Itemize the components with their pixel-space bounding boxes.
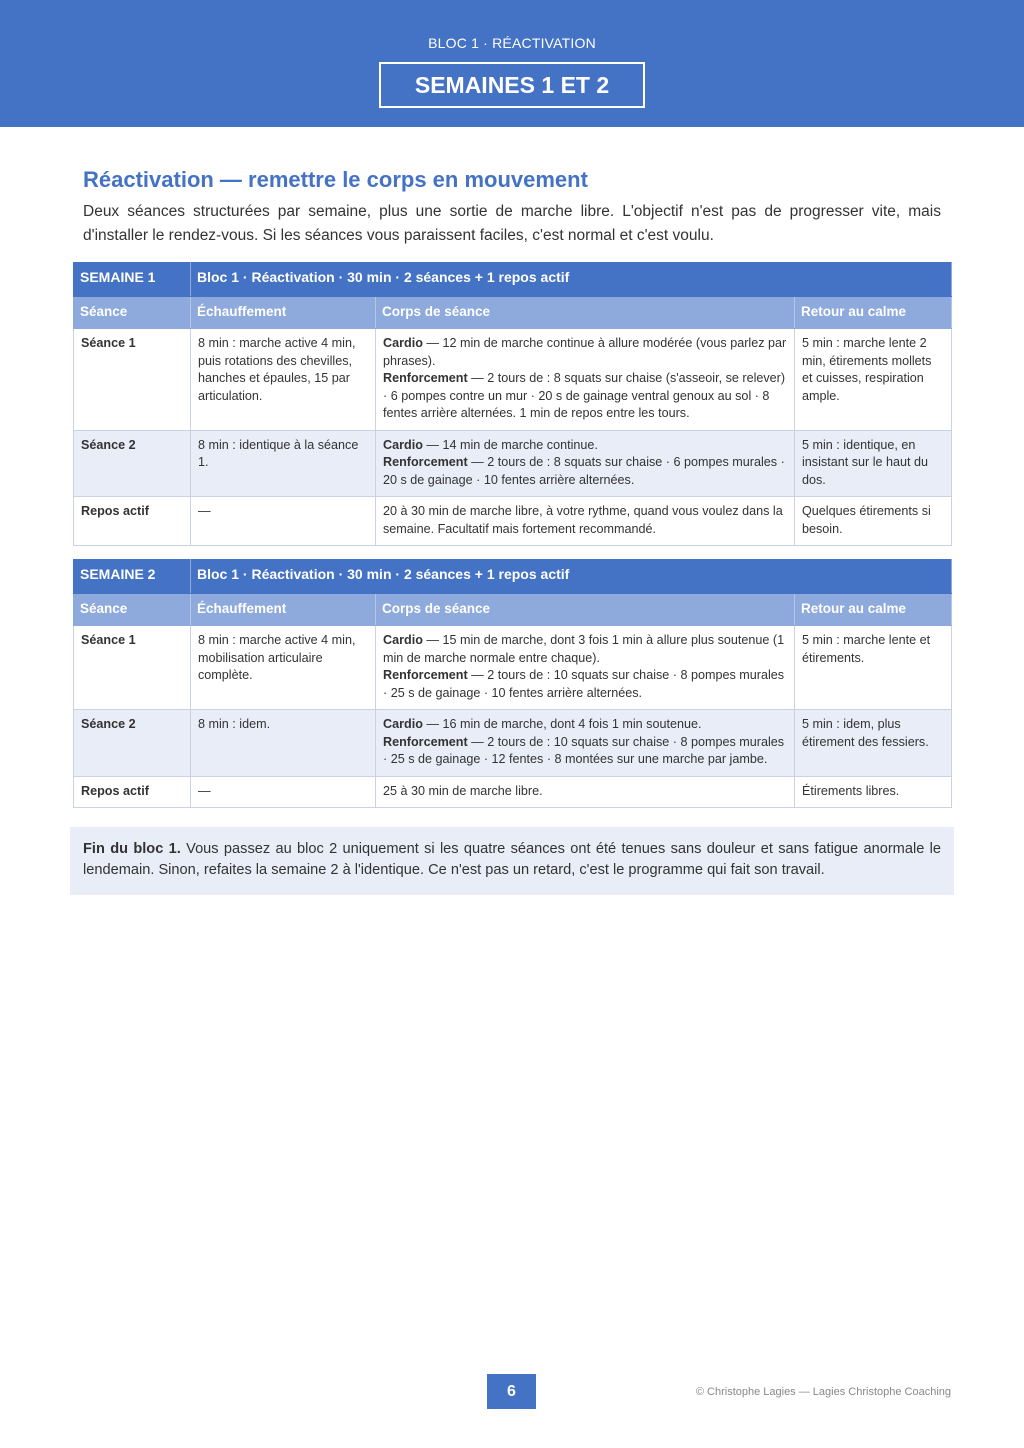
seance-name: Séance 2 <box>74 710 191 777</box>
col-seance: Séance <box>74 297 191 329</box>
renfo-label: Renforcement <box>383 371 468 385</box>
warmup-cell: 8 min : identique à la séance 1. <box>191 430 376 497</box>
warmup-cell: 8 min : marche active 4 min, mobilisation articulaire complète. <box>191 626 376 710</box>
week-1-table <box>73 262 952 546</box>
warmup-cell: 8 min : idem. <box>191 710 376 777</box>
cooldown-cell: 5 min : marche lente et étirements. <box>795 626 952 710</box>
body-cell <box>376 710 795 777</box>
table-row <box>74 776 952 808</box>
renfo-text: — 2 tours de : 8 squats sur chaise (s'asseoir, se relever) · 6 pompes contre un mur · 20 s de gainage ventral genoux au sol · 8 fentes arrière alternées. 1 min de repos entre les tours. <box>383 371 786 420</box>
seance-name: Séance 2 <box>74 430 191 497</box>
seance-name: Repos actif <box>74 497 191 546</box>
renfo-label: Renforcement <box>383 668 468 682</box>
table-row <box>74 710 952 777</box>
body-cell: 25 à 30 min de marche libre. <box>376 776 795 808</box>
cardio-label: Cardio <box>383 437 423 452</box>
col-echauffement: Échauffement <box>191 297 376 329</box>
table-row <box>74 430 952 497</box>
col-corps: Corps de séance <box>376 297 795 329</box>
body-cell <box>376 430 795 497</box>
column-header-row <box>74 297 952 329</box>
body-cell <box>376 626 795 710</box>
table-row <box>74 329 952 431</box>
warmup-cell: — <box>191 776 376 808</box>
cooldown-cell: Étirements libres. <box>795 776 952 808</box>
week-label: SEMAINE 1 <box>74 263 191 297</box>
note-label: Fin du bloc 1. <box>83 841 181 857</box>
warmup-cell: 8 min : marche active 4 min, puis rotations des chevilles, hanches et épaules, 15 par articulation. <box>191 329 376 431</box>
col-retour: Retour au calme <box>795 297 952 329</box>
seance-name: Repos actif <box>74 776 191 808</box>
page-header <box>0 0 1024 127</box>
cardio-label: Cardio <box>383 633 423 647</box>
col-corps: Corps de séance <box>376 594 795 626</box>
cardio-text: — 15 min de marche, dont 3 fois 1 min à allure plus soutenue (1 min de marche normale entre chaque). <box>383 633 785 665</box>
renfo-text: — 2 tours de : 8 squats sur chaise · 6 pompes murales · 20 s de gainage · 10 fentes arrière alternées. <box>383 455 785 487</box>
body-cell: 20 à 30 min de marche libre, à votre rythme, quand vous voulez dans la semaine. Facultatif mais fortement recommandé. <box>376 497 795 546</box>
col-retour: Retour au calme <box>795 594 952 626</box>
header-kicker: BLOC 1 · RÉACTIVATION <box>428 35 596 51</box>
cooldown-cell: 5 min : identique, en insistant sur le haut du dos. <box>795 430 952 497</box>
cardio-text: — 14 min de marche continue. <box>422 437 598 452</box>
note-text: Vous passez au bloc 2 uniquement si les quatre séances ont été tenues sans douleur et sans fatigue anormale le lendemain. Sinon, refaites la semaine 2 à l'identique. Ce n'est pas un retard, c'est le programme qui fait son travail. <box>83 841 941 878</box>
cooldown-cell: 5 min : marche lente 2 min, étirements mollets et cuisses, respiration ample. <box>795 329 952 431</box>
cardio-text: — 12 min de marche continue à allure modérée (vous parlez par phrases). <box>383 336 787 368</box>
cardio-label: Cardio <box>383 336 423 350</box>
section-intro <box>83 166 941 248</box>
renfo-label: Renforcement <box>383 455 468 469</box>
table-row <box>74 497 952 546</box>
renfo-label: Renforcement <box>383 734 468 749</box>
cooldown-cell: Quelques étirements si besoin. <box>795 497 952 546</box>
bloc-label: Bloc 1 · Réactivation · 30 min · 2 séances + 1 repos actif <box>191 560 952 594</box>
col-seance: Séance <box>74 594 191 626</box>
week-label: SEMAINE 2 <box>74 560 191 594</box>
cooldown-cell: 5 min : idem, plus étirement des fessiers. <box>795 710 952 777</box>
col-echauffement: Échauffement <box>191 594 376 626</box>
week-header-row <box>74 263 952 297</box>
header-title: SEMAINES 1 ET 2 <box>379 62 645 108</box>
seance-name: Séance 1 <box>74 626 191 710</box>
week-2-table <box>73 559 952 808</box>
renfo-text: — 2 tours de : 10 squats sur chaise · 8 pompes murales · 25 s de gainage · 10 fentes arrière alternées. <box>383 668 785 700</box>
body-cell <box>376 329 795 431</box>
renfo-text: — 2 tours de : 10 squats sur chaise · 8 pompes murales · 25 s de gainage · 12 fentes · 8 montées sur une marche par jambe. <box>383 734 785 766</box>
cardio-label: Cardio <box>383 717 423 731</box>
warmup-cell: — <box>191 497 376 546</box>
table-row <box>74 626 952 710</box>
bloc-label: Bloc 1 · Réactivation · 30 min · 2 séances + 1 repos actif <box>191 263 952 297</box>
end-of-block-note <box>70 827 954 895</box>
section-title: Réactivation — remettre le corps en mouvement <box>83 167 588 192</box>
seance-name: Séance 1 <box>74 329 191 431</box>
week-header-row <box>74 560 952 594</box>
cardio-text: — 16 min de marche, dont 4 fois 1 min soutenue. <box>422 717 702 731</box>
footer-copyright: © Christophe Lagies — Lagies Christophe Coaching <box>695 1386 951 1398</box>
page-number: 6 <box>487 1374 536 1409</box>
section-intro-text: Deux séances structurées par semaine, plus une sortie de marche libre. L'objectif n'est pas de progresser vite, mais d'installer le rendez-vous. Si les séances vous paraissent faciles, c'est normal et c'est voulu. <box>83 203 941 244</box>
column-header-row <box>74 594 952 626</box>
